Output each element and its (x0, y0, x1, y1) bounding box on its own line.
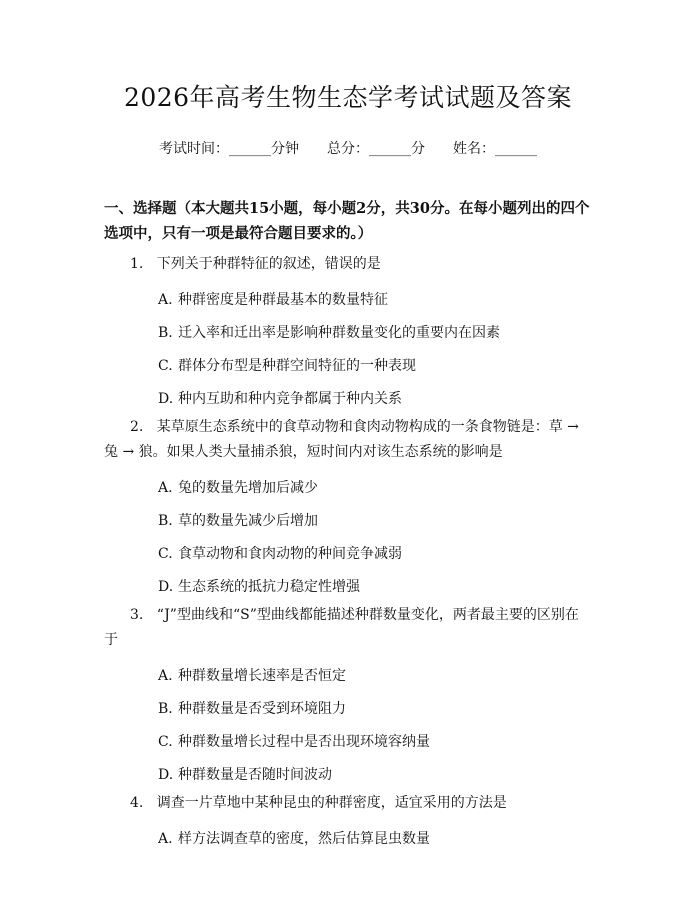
option-letter: D. (158, 391, 174, 407)
option-a (104, 290, 592, 310)
option-text: 群体分布型是种群空间特征的一种表现 (178, 358, 416, 374)
option-text: 种群数量增长速率是否恒定 (178, 668, 346, 684)
option-text: 食草动物和食肉动物的种间竞争减弱 (178, 546, 402, 562)
option-d (104, 389, 592, 409)
option-letter: D. (158, 767, 174, 783)
option-text: 种群数量是否受到环境阻力 (178, 701, 346, 717)
question-number: 1. (130, 256, 144, 272)
option-c (104, 356, 592, 376)
question-text: 下列关于种群特征的叙述，错误的是 (156, 256, 381, 272)
total-score-field: 总分：______分 (327, 141, 425, 157)
option-text: 兔的数量先增加后减少 (178, 480, 318, 496)
question-text: 调查一片草地中某种昆虫的种群密度，适宜采用的方法是 (156, 795, 507, 811)
option-letter: B. (158, 701, 173, 717)
option-text: 种内互助和种内竞争都属于种内关系 (178, 391, 402, 407)
option-d (104, 765, 592, 785)
option-letter: D. (158, 579, 174, 595)
option-b (104, 511, 592, 531)
option-letter: A. (158, 292, 173, 308)
question-3 (104, 603, 592, 785)
question-1 (104, 252, 592, 409)
question-number: 4. (130, 795, 144, 811)
option-b (104, 699, 592, 719)
question-stem (104, 791, 592, 816)
question-stem (104, 603, 592, 653)
option-a (104, 829, 592, 849)
option-letter: B. (158, 325, 173, 341)
option-text: 迁入率和迁出率是影响种群数量变化的重要内在因素 (178, 325, 500, 341)
option-a (104, 666, 592, 686)
option-letter: C. (158, 734, 173, 750)
option-c (104, 732, 592, 752)
section-heading-multiple-choice: 一、选择题（本大题共15小题，每小题2分，共30分。在每小题列出的四个选项中，只有一项是最符合题目要求的。） (104, 200, 590, 242)
option-letter: C. (158, 358, 173, 374)
question-stem (104, 415, 592, 465)
question-number: 2. (130, 419, 144, 435)
exam-meta (104, 139, 592, 159)
option-letter: C. (158, 546, 173, 562)
question-text: 某草原生态系统中的食草动物和食肉动物构成的一条食物链是：草 → 兔 → 狼。如果人类大量捕杀狼，短时间内对该生态系统的影响是 (104, 419, 579, 460)
option-letter: A. (158, 480, 173, 496)
option-a (104, 478, 592, 498)
option-text: 种群数量是否随时间波动 (178, 767, 332, 783)
option-b (104, 323, 592, 343)
option-text: 种群密度是种群最基本的数量特征 (178, 292, 388, 308)
option-c (104, 544, 592, 564)
question-text: “J”型曲线和“S”型曲线都能描述种群数量变化，两者最主要的区别在于 (104, 607, 579, 648)
exam-title: 2026年高考生物生态学考试试题及答案 (123, 83, 573, 112)
option-text: 种群数量增长过程中是否出现环境容纳量 (178, 734, 430, 750)
question-4 (104, 791, 592, 849)
option-letter: A. (158, 831, 173, 847)
option-text: 生态系统的抵抗力稳定性增强 (178, 579, 360, 595)
option-d (104, 577, 592, 597)
exam-time-field: 考试时间：______分钟 (159, 141, 299, 157)
question-stem (104, 252, 592, 277)
question-2 (104, 415, 592, 597)
option-letter: A. (158, 668, 173, 684)
student-name-field: 姓名：______ (453, 141, 537, 157)
option-text: 样方法调查草的密度，然后估算昆虫数量 (178, 831, 430, 847)
question-number: 3. (130, 607, 144, 623)
option-text: 草的数量先减少后增加 (178, 513, 318, 529)
option-letter: B. (158, 513, 173, 529)
